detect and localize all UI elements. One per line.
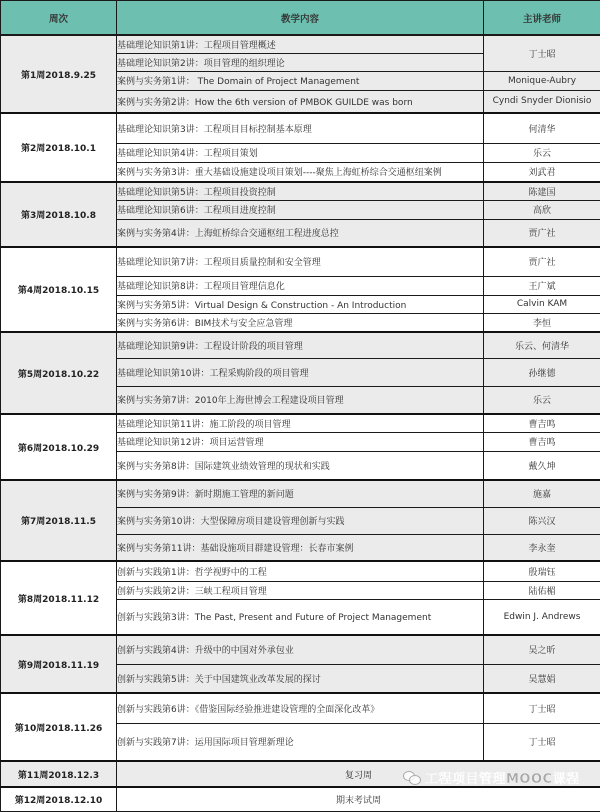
week-label: 第1周2018.9.25: [1, 35, 117, 113]
header-week: 周次: [1, 1, 117, 36]
lecture-title: 案例与实务第5讲：Virtual Design & Construction - An Introduction: [117, 295, 484, 313]
lecturer-name: 吴慧娟: [484, 664, 600, 693]
lecture-title: 创新与实践第4讲：升级中的中国对外承包业: [117, 635, 484, 664]
lecturer-name: 曹吉鸣: [484, 414, 600, 432]
header-content: 教学内容: [117, 1, 484, 36]
week-label: 第8周2018.11.12: [1, 561, 117, 635]
lecturer-name: 陆佑楣: [484, 581, 600, 599]
lecturer-name: Edwin J. Andrews: [484, 599, 600, 635]
table-row: [1, 113, 600, 143]
lecture-title: 基础理论知识第2讲：项目管理的组织理论: [117, 53, 484, 71]
lecturer-name: 乐云、何清华: [484, 332, 600, 358]
lecturer-name: 乐云: [484, 386, 600, 414]
table-row: [1, 561, 600, 581]
lecturer-name: 李永奎: [484, 534, 600, 561]
table-row: [1, 693, 600, 723]
lecturer-name: 孙继德: [484, 358, 600, 386]
lecture-title: 创新与实践第2讲：三峡工程项目管理: [117, 581, 484, 599]
lecture-title: 基础理论知识第9讲：工程设计阶段的项目管理: [117, 332, 484, 358]
table-row: [1, 35, 600, 53]
lecturer-name: 陈兴汉: [484, 507, 600, 534]
lecture-title: 基础理论知识第5讲：工程项目投资控制: [117, 182, 484, 200]
lecturer-name: 刘武君: [484, 162, 600, 182]
lecture-title: 基础理论知识第6讲：工程项目进度控制: [117, 200, 484, 219]
lecture-title: 基础理论知识第1讲：工程项目管理概述: [117, 35, 484, 53]
lecture-title: 案例与实务第10讲：大型保障房项目建设管理创新与实践: [117, 507, 484, 534]
lecturer-name: 丁士昭: [484, 35, 600, 71]
lecture-title: 基础理论知识第11讲：施工阶段的项目管理: [117, 414, 484, 432]
lecturer-name: 何清华: [484, 113, 600, 143]
week-label: 第7周2018.11.5: [1, 480, 117, 561]
lecture-title: 案例与实务第9讲：新时期施工管理的新问题: [117, 480, 484, 507]
lecture-title: 案例与实务第3讲：重大基础设施建设项目策划----聚焦上海虹桥综合交通枢纽案例: [117, 162, 484, 182]
lecture-title: 创新与实践第6讲：《借鉴国际经验推进建设管理的全面深化改革》: [117, 693, 484, 723]
lecture-title: 创新与实践第7讲：运用国际项目管理新理论: [117, 723, 484, 761]
lecture-title: 案例与实务第11讲：基础设施项目群建设管理：长春市案例: [117, 534, 484, 561]
table-row: [1, 332, 600, 358]
lecture-title: 案例与实务第2讲：How the 6th version of PMBOK GUILDE was born: [117, 90, 484, 113]
lecturer-name: Monique-Aubry: [484, 71, 600, 90]
header-teacher: 主讲老师: [484, 1, 600, 36]
week-label: 第6周2018.10.29: [1, 414, 117, 480]
week-label: 第9周2018.11.19: [1, 635, 117, 693]
lecturer-name: Calvin KAM: [484, 295, 600, 313]
table-row: [1, 182, 600, 200]
week-label: 第12周2018.12.10: [1, 787, 117, 811]
lecture-title: 基础理论知识第7讲：工程项目质量控制和安全管理: [117, 247, 484, 276]
lecturer-name: 陈建国: [484, 182, 600, 200]
lecturer-name: 乐云: [484, 143, 600, 162]
schedule-body: [1, 35, 600, 811]
lecturer-name: 曹吉鸣: [484, 432, 600, 451]
lecturer-name: 施嘉: [484, 480, 600, 507]
week-label: 第4周2018.10.15: [1, 247, 117, 332]
lecture-title: 案例与实务第4讲：上海虹桥综合交通枢纽工程进度总控: [117, 219, 484, 247]
table-row: [1, 761, 600, 787]
lecture-title: 创新与实践第3讲：The Past, Present and Future of Project Management: [117, 599, 484, 635]
table-row: [1, 480, 600, 507]
table-row: [1, 787, 600, 811]
table-row: [1, 635, 600, 664]
lecture-title: 基础理论知识第8讲：工程项目管理信息化: [117, 276, 484, 295]
lecture-title: 基础理论知识第12讲：项目运营管理: [117, 432, 484, 451]
lecture-title: 案例与实务第6讲：BIM技术与安全应急管理: [117, 313, 484, 332]
table-header-row: [1, 1, 600, 36]
lecture-title: 案例与实务第8讲：国际建筑业绩效管理的现状和实践: [117, 451, 484, 480]
lecturer-name: 贾广社: [484, 219, 600, 247]
table-row: [1, 414, 600, 432]
lecturer-name: 戴久坤: [484, 451, 600, 480]
lecturer-name: 殷瑞钰: [484, 561, 600, 581]
lecture-title: 基础理论知识第4讲：工程项目策划: [117, 143, 484, 162]
lecture-title: 案例与实务第7讲：2010年上海世博会工程建设项目管理: [117, 386, 484, 414]
week-label: 第10周2018.11.26: [1, 693, 117, 761]
lecturer-name: 丁士昭: [484, 693, 600, 723]
week-label: 第11周2018.12.3: [1, 761, 117, 787]
week-merged-content: 期末考试周: [117, 787, 600, 811]
lecturer-name: 高欣: [484, 200, 600, 219]
lecturer-name: Cyndi Snyder Dionisio: [484, 90, 600, 113]
lecturer-name: 吴之昕: [484, 635, 600, 664]
week-label: 第5周2018.10.22: [1, 332, 117, 414]
lecturer-name: 贾广社: [484, 247, 600, 276]
lecture-title: 基础理论知识第10讲：工程采购阶段的项目管理: [117, 358, 484, 386]
watermark-text: 工程项目管理MOOC课程: [425, 768, 580, 787]
lecture-title: 基础理论知识第3讲：工程项目目标控制基本原理: [117, 113, 484, 143]
lecturer-name: 丁士昭: [484, 723, 600, 761]
lecturer-name: 李恒: [484, 313, 600, 332]
table-row: [1, 247, 600, 276]
lecture-title: 创新与实践第1讲：哲学视野中的工程: [117, 561, 484, 581]
week-label: 第2周2018.10.1: [1, 113, 117, 182]
lecturer-name: 王广斌: [484, 276, 600, 295]
week-label: 第3周2018.10.8: [1, 182, 117, 247]
week-merged-content: 复习周: [117, 761, 600, 787]
lecture-title: 创新与实践第5讲：关于中国建筑业改革发展的探讨: [117, 664, 484, 693]
lecture-title: 案例与实务第1讲： The Domain of Project Management: [117, 71, 484, 90]
